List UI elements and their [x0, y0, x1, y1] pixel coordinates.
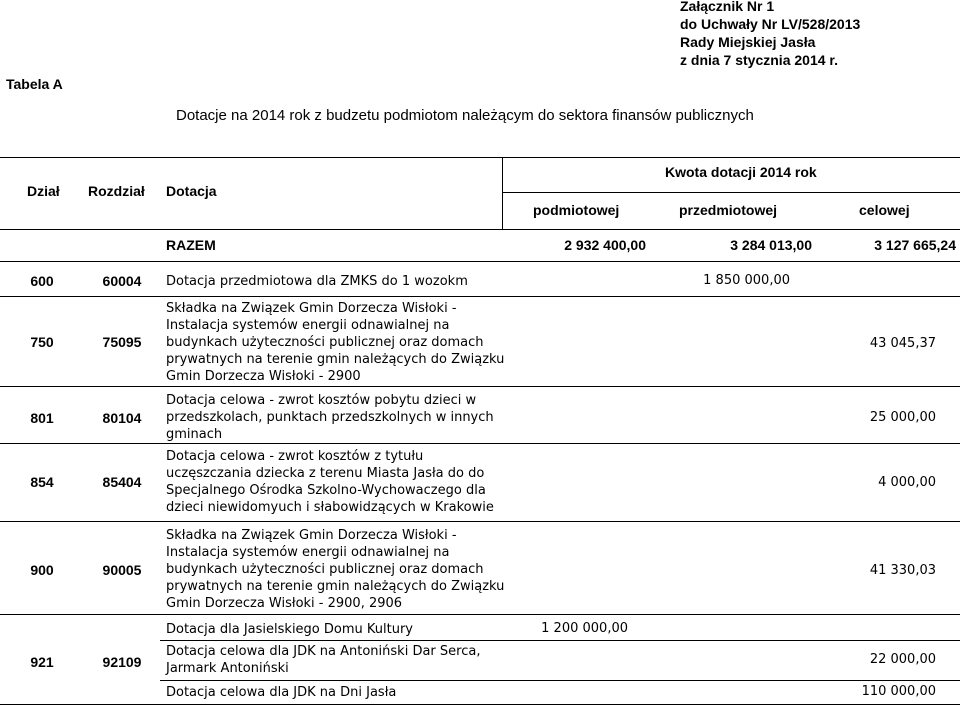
resolution-date: z dnia 7 stycznia 2014 r. — [680, 52, 838, 68]
totals-bottom-border — [0, 261, 960, 262]
description-cell: Dotacja celowa - zwrot kosztów pobytu dzieci w przedszkolach, punktach przedszkolnych w innych gminach — [166, 393, 494, 442]
dzial-cell: 854 — [30, 474, 54, 490]
amount-column-border — [502, 157, 503, 230]
przedmiotowej-cell: 1 850 000,00 — [703, 273, 790, 288]
column-header-podmiotowej: podmiotowej — [533, 202, 620, 218]
table-bottom-border — [0, 704, 960, 705]
table-label: Tabela A — [6, 76, 63, 92]
dzial-cell: 900 — [30, 562, 54, 578]
rozdzial-cell: 80104 — [102, 410, 142, 426]
rozdzial-cell: 90005 — [102, 562, 142, 578]
row-divider — [0, 296, 960, 297]
column-header-celowej: celowej — [859, 202, 910, 218]
sub-description-cell: Dotacja dla Jasielskiego Domu Kultury — [166, 622, 413, 637]
dzial-cell: 801 — [30, 410, 54, 426]
description-cell: Dotacja przedmiotowa dla ZMKS do 1 wozokm — [166, 274, 468, 289]
description-cell: Składka na Związek Gmin Dorzecza Wisłoki - Instalacja systemów energii odnawialnej na budynkach użyteczności publicznej oraz domach prywatnych na terenie gmin należących do Związku Gmin Dorzecza Wisłoki - 2900 — [166, 301, 505, 384]
dzial-cell: 750 — [30, 334, 54, 350]
sub-description-cell: Dotacja celowa dla JDK na Antoniński Dar Serca, Jarmark Antoniński — [166, 644, 481, 676]
table-top-border — [0, 157, 960, 158]
total-podmiotowej: 2 932 400,00 — [564, 237, 646, 253]
sub-row-divider — [160, 680, 960, 681]
celowej-cell: 22 000,00 — [869, 652, 936, 667]
row-divider — [0, 614, 960, 615]
page-title: Dotacje na 2014 rok z budzetu podmiotom należącym do sektora finansów publicznych — [176, 107, 754, 124]
dzial-cell: 600 — [30, 273, 54, 289]
column-header-przedmiotowej: przedmiotowej — [679, 202, 778, 218]
amount-header-divider — [502, 192, 960, 193]
row-divider — [0, 386, 960, 387]
rozdzial-cell: 85404 — [102, 474, 142, 490]
total-przedmiotowej: 3 284 013,00 — [730, 237, 812, 253]
sub-row-divider — [160, 640, 960, 641]
document-header — [680, 0, 860, 69]
celowej-cell: 110 000,00 — [861, 684, 936, 699]
rozdzial-cell: 60004 — [102, 273, 142, 289]
rozdzial-cell: 75095 — [102, 334, 142, 350]
column-header-kwota: Kwota dotacji 2014 rok — [665, 164, 817, 180]
celowej-cell: 41 330,03 — [869, 563, 936, 578]
column-header-dotacja: Dotacja — [166, 183, 217, 199]
description-cell: Dotacja celowa - zwrot kosztów z tytułu uczęszczania dziecka z terenu Miasta Jasła do do Specjalnego Ośrodka Szkolno-Wychowaczego dla dzieci niewidomyuch i słabowidzących w Krakowie — [166, 449, 494, 515]
row-divider — [0, 443, 960, 444]
totals-label: RAZEM — [166, 237, 216, 253]
council-name: Rady Miejskiej Jasła — [680, 34, 816, 50]
header-bottom-border — [0, 229, 960, 230]
celowej-cell: 25 000,00 — [869, 410, 936, 425]
sub-description-cell: Dotacja celowa dla JDK na Dni Jasła — [166, 685, 397, 700]
resolution-number: do Uchwały Nr LV/528/2013 — [680, 16, 861, 32]
column-header-rozdzial: Rozdział — [88, 183, 145, 199]
annex-number: Załącznik Nr 1 — [680, 0, 775, 14]
podmiotowej-cell: 1 200 000,00 — [541, 621, 628, 636]
total-celowej: 3 127 665,24 — [874, 237, 956, 253]
description-cell: Składka na Związek Gmin Dorzecza Wisłoki - Instalacja systemów energii odnawialnej na budynkach użyteczności publicznej oraz domach prywatnych na terenie gmin należących do Związku Gmin Dorzecza Wisłoki - 2900, 2906 — [166, 528, 505, 611]
celowej-cell: 43 045,37 — [869, 336, 936, 351]
column-header-dzial: Dział — [27, 183, 60, 199]
rozdzial-cell: 92109 — [102, 654, 142, 670]
row-divider — [0, 521, 960, 522]
celowej-cell: 4 000,00 — [878, 475, 936, 490]
dzial-cell: 921 — [30, 654, 54, 670]
